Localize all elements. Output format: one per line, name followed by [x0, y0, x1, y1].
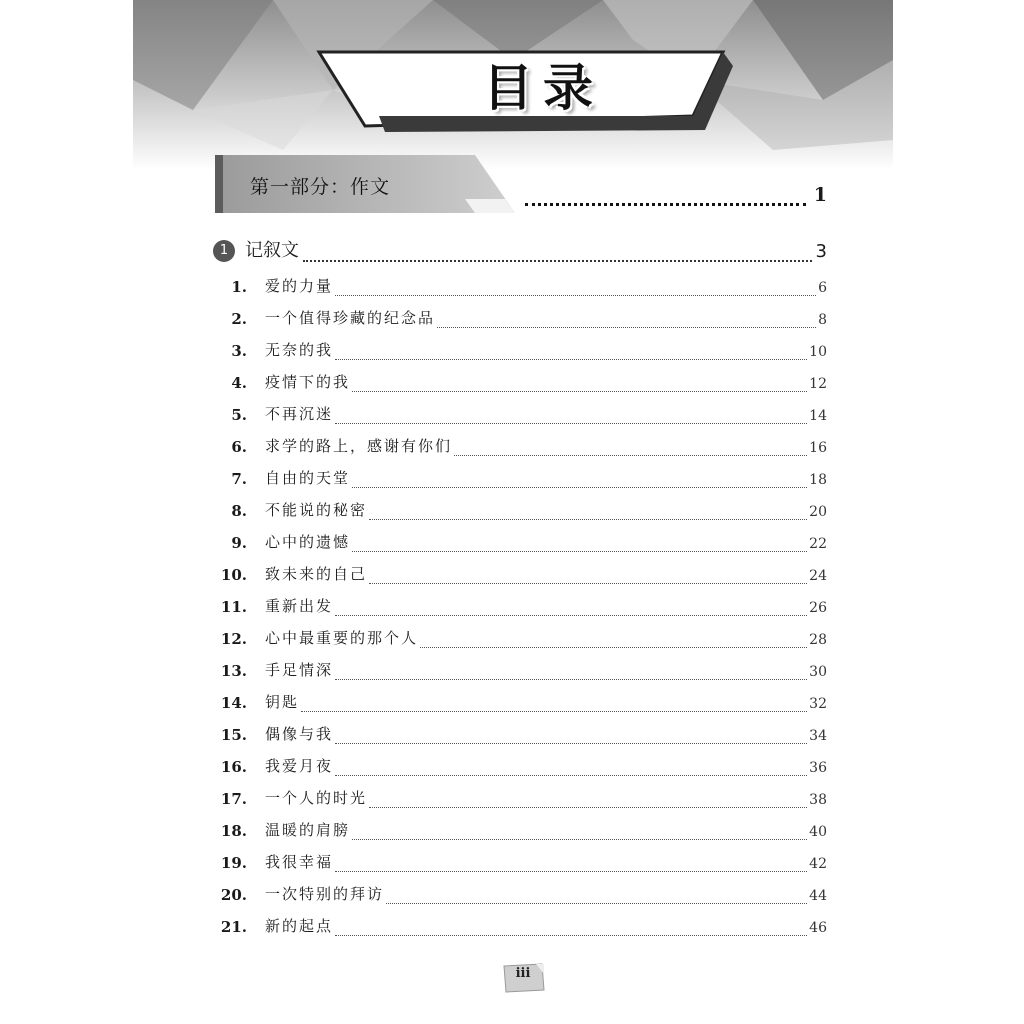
entry-title: 钥匙: [265, 693, 300, 711]
leader-dots: [369, 509, 807, 520]
entry-title: 不能说的秘密: [265, 501, 368, 519]
entry-number: 19.: [220, 854, 247, 872]
entry-page-number: 24: [809, 568, 827, 584]
toc-entry[interactable]: [213, 520, 827, 552]
entry-title: 新的起点: [265, 917, 334, 935]
entry-title: 偶像与我: [265, 725, 334, 743]
entry-number: 14.: [220, 694, 247, 712]
part-page-number: 1: [813, 184, 827, 206]
entry-page-number: 26: [809, 600, 827, 616]
leader-dots: [454, 445, 807, 456]
book-page: [133, 0, 893, 1024]
entry-title: 不再沉迷: [265, 405, 334, 423]
leader-dots: [352, 541, 807, 552]
toc-entry[interactable]: [213, 840, 827, 872]
leader-dots: [525, 189, 806, 206]
leader-dots: [352, 829, 807, 840]
toc-entry[interactable]: [213, 616, 827, 648]
entry-page-number: 42: [809, 856, 827, 872]
entry-number: 9.: [231, 534, 247, 552]
entry-number: 20.: [220, 886, 247, 904]
section-heading[interactable]: [213, 236, 827, 262]
entry-title: 求学的路上，感谢有你们: [265, 437, 453, 455]
entry-number: 13.: [220, 662, 247, 680]
entry-title: 我爱月夜: [265, 757, 334, 775]
entry-page-number: 46: [809, 920, 827, 936]
toc-entry[interactable]: [213, 712, 827, 744]
entry-page-number: 34: [809, 728, 827, 744]
page-title: 目录: [483, 59, 603, 117]
leader-dots: [352, 477, 807, 488]
leader-dots: [420, 637, 807, 648]
entry-page-number: 44: [809, 888, 827, 904]
entry-title: 心中的遗憾: [265, 533, 351, 551]
leader-dots: [335, 925, 807, 936]
entry-title: 一个值得珍藏的纪念品: [265, 309, 436, 327]
entry-number: 17.: [220, 790, 247, 808]
toc-entry[interactable]: [213, 264, 827, 296]
leader-dots: [335, 413, 807, 424]
entry-title: 温暖的肩膀: [265, 821, 351, 839]
entry-title: 重新出发: [265, 597, 334, 615]
entry-page-number: 36: [809, 760, 827, 776]
entry-page-number: 6: [818, 280, 827, 296]
toc-entry[interactable]: [213, 552, 827, 584]
toc-entry[interactable]: [213, 904, 827, 936]
leader-dots: [369, 573, 807, 584]
entry-title: 手足情深: [265, 661, 334, 679]
entry-number: 5.: [231, 406, 247, 424]
section-page-number: 3: [815, 241, 827, 262]
entry-title: 一个人的时光: [265, 789, 368, 807]
toc-entry[interactable]: [213, 360, 827, 392]
part-title: 第一部分：作文: [250, 176, 391, 198]
toc-entry[interactable]: [213, 808, 827, 840]
entry-page-number: 10: [809, 344, 827, 360]
entry-title: 爱的力量: [265, 277, 334, 295]
entry-title: 疫情下的我: [265, 373, 351, 391]
entry-page-number: 14: [809, 408, 827, 424]
entry-page-number: 22: [809, 536, 827, 552]
toc-entry[interactable]: [213, 328, 827, 360]
entry-number: 3.: [231, 342, 247, 360]
toc-entry[interactable]: [213, 488, 827, 520]
entry-page-number: 28: [809, 632, 827, 648]
leader-dots: [335, 669, 807, 680]
entry-page-number: 40: [809, 824, 827, 840]
entry-number: 4.: [231, 374, 247, 392]
leader-dots: [437, 317, 816, 328]
entry-number: 12.: [220, 630, 247, 648]
entry-number: 11.: [220, 598, 247, 616]
section-number-badge: 1: [213, 240, 235, 262]
leader-dots: [335, 349, 807, 360]
entry-title: 心中最重要的那个人: [265, 629, 419, 647]
toc-entry[interactable]: [213, 648, 827, 680]
entry-page-number: 16: [809, 440, 827, 456]
leader-dots: [335, 605, 807, 616]
entry-number: 6.: [231, 438, 247, 456]
folio-number: iii: [515, 966, 531, 981]
leader-dots: [335, 285, 816, 296]
toc-entry[interactable]: [213, 680, 827, 712]
entry-number: 10.: [220, 566, 247, 584]
leader-dots: [301, 701, 807, 712]
entry-title: 无奈的我: [265, 341, 334, 359]
part-toc-line[interactable]: [525, 184, 827, 206]
entry-number: 2.: [231, 310, 247, 328]
leader-dots: [335, 733, 807, 744]
entry-page-number: 18: [809, 472, 827, 488]
toc-entry[interactable]: [213, 424, 827, 456]
toc-entry[interactable]: [213, 296, 827, 328]
entry-title: 自由的天堂: [265, 469, 351, 487]
entry-number: 15.: [220, 726, 247, 744]
toc-entry[interactable]: [213, 392, 827, 424]
entry-page-number: 12: [809, 376, 827, 392]
entry-number: 7.: [231, 470, 247, 488]
entry-page-number: 20: [809, 504, 827, 520]
toc-entry[interactable]: [213, 744, 827, 776]
entry-page-number: 30: [809, 664, 827, 680]
toc-entry[interactable]: [213, 776, 827, 808]
entry-title: 致未来的自己: [265, 565, 368, 583]
entry-page-number: 38: [809, 792, 827, 808]
toc-entry[interactable]: [213, 456, 827, 488]
leader-dots: [369, 797, 807, 808]
leader-dots: [335, 765, 807, 776]
toc-list: [213, 264, 827, 936]
entry-title: 我很幸福: [265, 853, 334, 871]
leader-dots: [386, 893, 807, 904]
leader-dots: [335, 861, 807, 872]
entry-number: 16.: [220, 758, 247, 776]
entry-number: 18.: [220, 822, 247, 840]
leader-dots: [352, 381, 807, 392]
entry-number: 21.: [220, 918, 247, 936]
toc-entry[interactable]: [213, 872, 827, 904]
entry-page-number: 8: [818, 312, 827, 328]
entry-page-number: 32: [809, 696, 827, 712]
entry-number: 8.: [231, 502, 247, 520]
leader-dots: [303, 248, 812, 262]
toc-entry[interactable]: [213, 584, 827, 616]
entry-number: 1.: [231, 278, 247, 296]
section-title: 记叙文: [245, 240, 299, 261]
entry-title: 一次特别的拜访: [265, 885, 385, 903]
